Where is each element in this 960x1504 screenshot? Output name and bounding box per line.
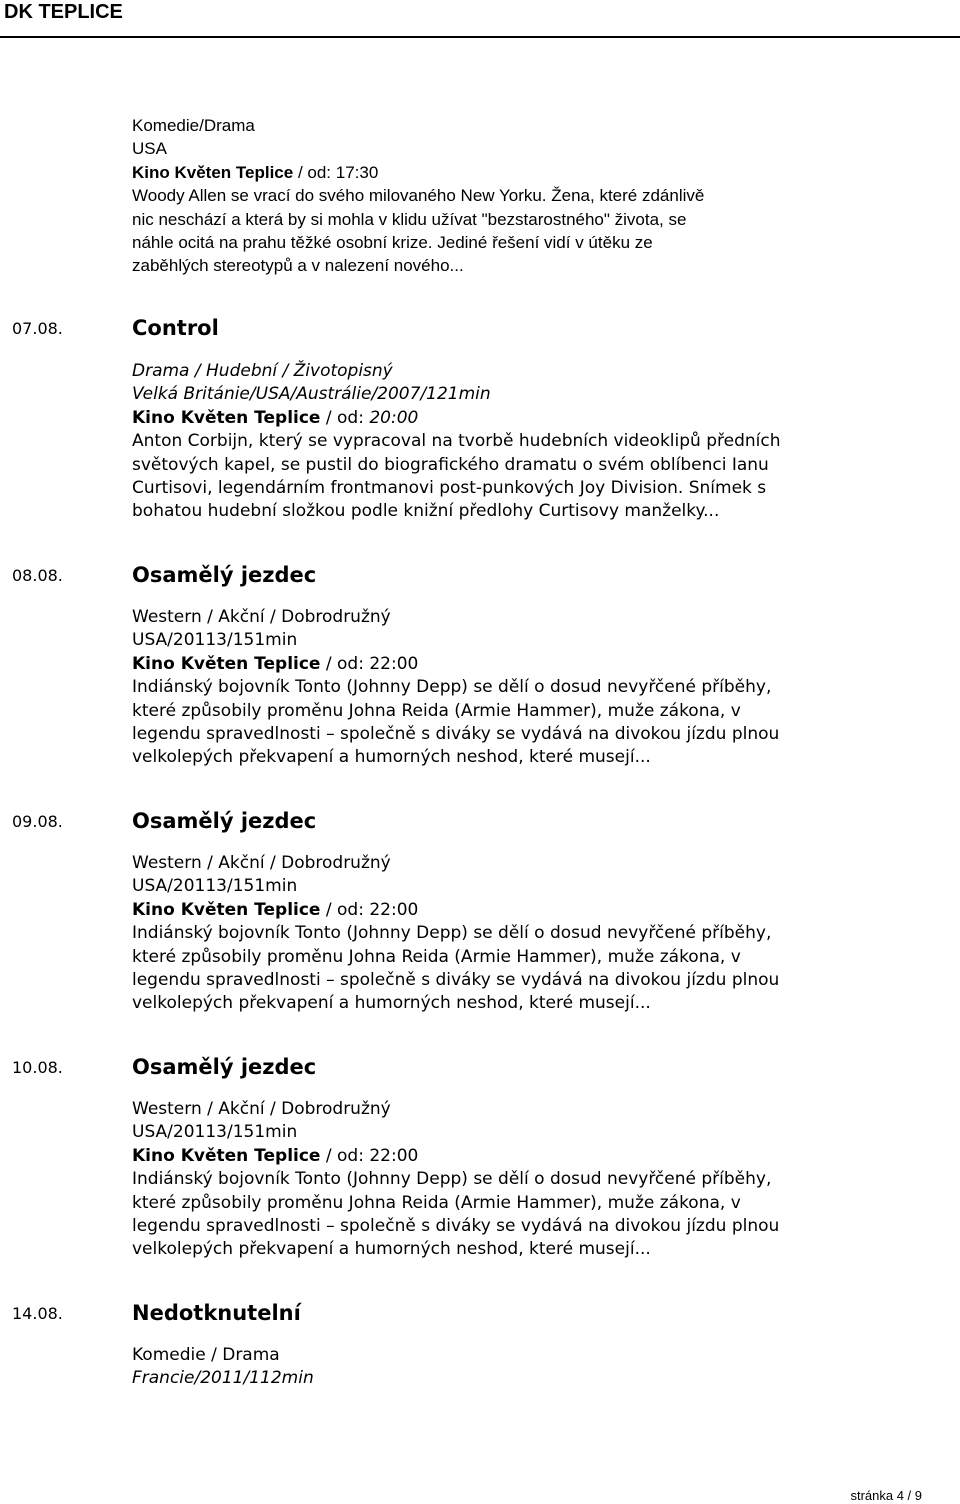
entry-description-line: velkolepých překvapení a humorných neshod, které musejí...	[132, 1239, 651, 1260]
entry-body	[132, 606, 862, 770]
entry-description-line: bohatou hudební složkou podle knižní předlohy Curtisovy manželky...	[132, 501, 720, 522]
site-title: DK TEPLICE	[4, 1, 123, 23]
entry-title: Nedotknutelní	[132, 1301, 301, 1325]
entry-date: 10.08.	[12, 1058, 63, 1077]
entry-fragment-body	[132, 114, 862, 278]
entry-description-line: které způsobily proměnu Johna Reida (Armie Hammer), muže zákona, v	[132, 946, 741, 967]
entry-description-line: velkolepých překvapení a humorných neshod, které musejí...	[132, 747, 651, 768]
entry-date: 07.08.	[12, 319, 63, 338]
entry-showtime	[132, 161, 862, 184]
entry-time: 17:30	[335, 162, 379, 182]
entry-genre: Drama / Hudební / Životopisný	[132, 361, 393, 381]
entry-showtime	[132, 653, 862, 676]
entry-venue: Kino Květen Teplice	[132, 653, 321, 674]
entry-body	[132, 1344, 862, 1391]
entry-country: USA/20113/151min	[132, 630, 298, 651]
page-header	[0, 0, 960, 38]
entry-description-line: náhle ocitá na prahu těžké osobní krize. Jediné řešení vidí v útěku ze	[132, 233, 653, 253]
entry-description-line: nic neschází a která by si mohla v klidu užívat "bezstarostného" života, se	[132, 209, 687, 229]
entry-body	[132, 360, 862, 524]
entry-genre: Western / Akční / Dobrodružný	[132, 1099, 391, 1119]
entry-time-prefix: / od:	[320, 1145, 370, 1166]
entry-title: Osamělý jezdec	[132, 1055, 317, 1079]
entry-venue: Kino Květen Teplice	[132, 407, 321, 428]
entry-country: Francie/2011/112min	[132, 1368, 314, 1389]
entry-time-prefix: / od:	[320, 899, 370, 920]
entry-body	[132, 1098, 862, 1262]
entry-description-line: světových kapel, se pustil do biografického dramatu o svém oblíbenci Ianu	[132, 454, 769, 475]
entry-description-line: Indiánský bojovník Tonto (Johnny Depp) se dělí o dosud nevyřčené příběhy,	[132, 1169, 772, 1190]
entry-venue: Kino Květen Teplice	[132, 899, 321, 920]
entry-body	[132, 852, 862, 1016]
entry-description-line: Indiánský bojovník Tonto (Johnny Depp) se dělí o dosud nevyřčené příběhy,	[132, 923, 772, 944]
entry-title: Control	[132, 316, 219, 340]
entry-date: 14.08.	[12, 1304, 63, 1323]
entry-country: USA/20113/151min	[132, 876, 298, 897]
entry-showtime	[132, 407, 862, 430]
entry-time-prefix: / od:	[293, 162, 336, 182]
entry-country: Velká Británie/USA/Austrálie/2007/121min	[132, 384, 491, 405]
entry-showtime	[132, 1145, 862, 1168]
entry-description-line: legendu spravedlnosti – společně s diváky se vydává na divokou jízdu plnou	[132, 1216, 780, 1237]
entry-genre: Komedie / Drama	[132, 1345, 280, 1365]
entry-venue: Kino Květen Teplice	[132, 1145, 321, 1166]
entry-showtime	[132, 899, 862, 922]
page-number: stránka 4 / 9	[850, 1488, 922, 1503]
entry-description-line: zaběhlých stereotypů a v nalezení nového...	[132, 256, 464, 276]
entry-venue: Kino Květen Teplice	[132, 162, 294, 182]
entry-date: 09.08.	[12, 812, 63, 831]
entry-time: 20:00	[369, 407, 419, 428]
entry-time: 22:00	[369, 1145, 419, 1166]
entry-description-line: které způsobily proměnu Johna Reida (Armie Hammer), muže zákona, v	[132, 1192, 741, 1213]
entry-date: 08.08.	[12, 566, 63, 585]
entry-description-line: velkolepých překvapení a humorných neshod, které musejí...	[132, 993, 651, 1014]
entry-title: Osamělý jezdec	[132, 563, 317, 587]
entry-description-line: které způsobily proměnu Johna Reida (Armie Hammer), muže zákona, v	[132, 700, 741, 721]
entry-country: USA/20113/151min	[132, 1122, 298, 1143]
entry-description-line: Woody Allen se vrací do svého milovaného New Yorku. Žena, které zdánlivě	[132, 186, 705, 206]
entry-title: Osamělý jezdec	[132, 809, 317, 833]
entry-description-line: Anton Corbijn, který se vypracoval na tvorbě hudebních videoklipů předních	[132, 431, 781, 452]
entry-description-line: Indiánský bojovník Tonto (Johnny Depp) se dělí o dosud nevyřčené příběhy,	[132, 677, 772, 698]
entry-time: 22:00	[369, 899, 419, 920]
entry-genre: Western / Akční / Dobrodružný	[132, 607, 391, 627]
entry-genre: Komedie/Drama	[132, 116, 255, 135]
entry-time-prefix: / od:	[320, 407, 370, 428]
entry-description-line: Curtisovi, legendárním frontmanovi post-punkových Joy Division. Snímek s	[132, 478, 767, 499]
entry-time-prefix: / od:	[320, 653, 370, 674]
entry-country: USA	[132, 139, 167, 159]
entry-genre: Western / Akční / Dobrodružný	[132, 853, 391, 873]
entry-description-line: legendu spravedlnosti – společně s diváky se vydává na divokou jízdu plnou	[132, 970, 780, 991]
entry-time: 22:00	[369, 653, 419, 674]
entry-description-line: legendu spravedlnosti – společně s diváky se vydává na divokou jízdu plnou	[132, 724, 780, 745]
